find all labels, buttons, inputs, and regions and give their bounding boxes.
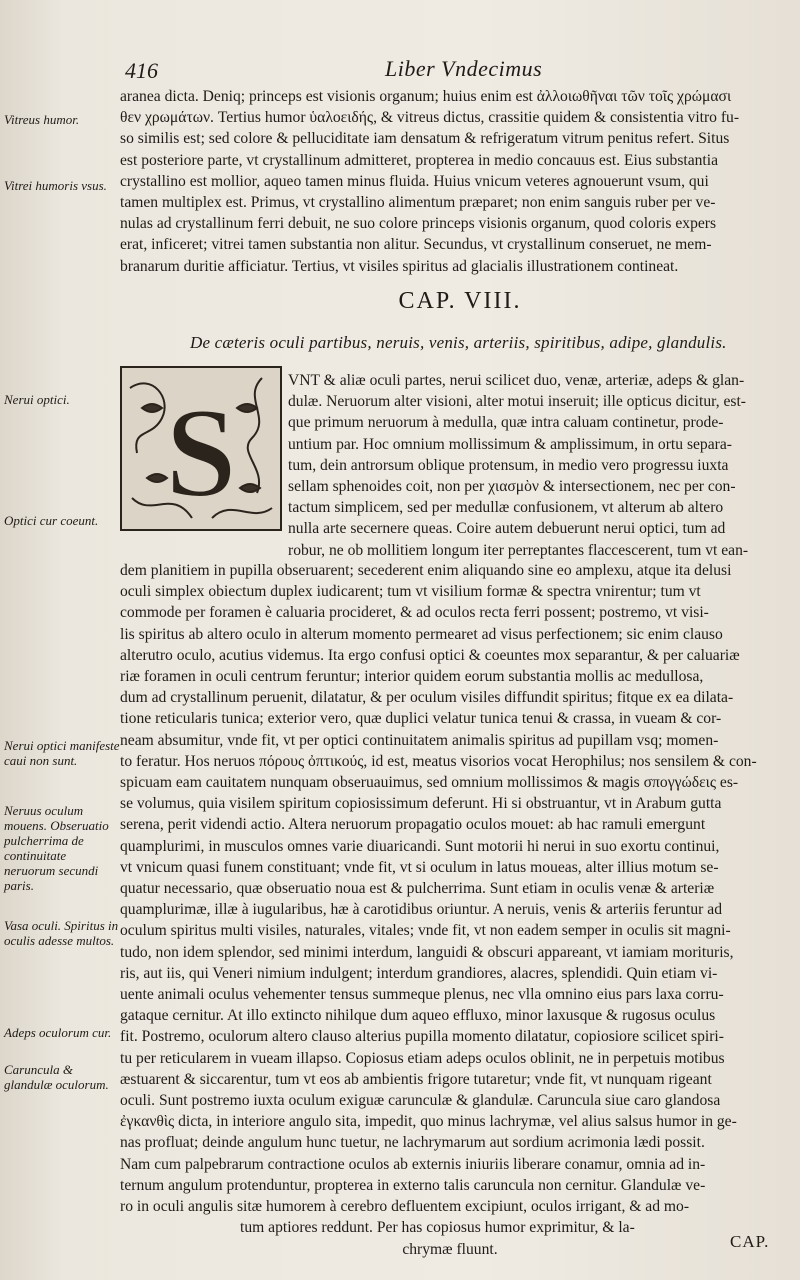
text-line: sellam sphenoides coit, non per χιασμὸν & intersectionem, nec per con- [288,478,736,496]
text-line: que primum neruorum à medulla, quæ intra caluam continetur, prode- [288,414,724,432]
text-line: spicuam eam cauitatem nunquam obseruauimus, sed omnium mollissimos & magis σπογγώδεις es- [120,774,739,792]
text-line: ris, aut iis, qui Veneri nimium indulgent; interdum grandiores, alacres, splendidi. Quin etiam vi- [120,964,718,982]
margin-note-vitrei-usus: Vitrei humoris vsus. [4,178,107,193]
text-line: lis spiritus ab altero oculo in alterum momento permearet ad visus perfectionem; sic enim clauso [120,625,723,643]
top-paragraph [120,86,780,277]
running-title: Liber Vndecimus [385,56,543,81]
text-line: serena, perit videndi actio. Altera neruorum propagatio oculos mouet: ab hac ramuli emergunt [120,816,706,834]
margin-note-nervus-movens: Neruus oculum mouens. Obseruatio pulcherrima de continuitate neruorum secundi paris. [4,803,109,893]
text-line: ternum angulum protenduntur, propterea in externo talis caruncula non cernitur. Glandulæ ve- [120,1176,706,1194]
text-line: Nam cum palpebrarum contractione oculos ab externis iniuriis liberare conamur, omnia ad in- [120,1155,706,1173]
text-line: oculi. Sunt postremo iuxta oculum exiguæ carunculæ & glandulæ. Caruncula siue caro glandosa [120,1092,721,1110]
catchword: CAP. [730,1232,770,1251]
text-line: nulla arte secernere queas. Coire autem debuerunt nerui optici, tum ad [288,520,726,538]
text-line: quamplurimæ, illæ à iugularibus, hæ à carotidibus oriuntur. A neruis, venis & arteriis feruntur ad [120,901,722,919]
ornament-initial-icon [122,368,280,529]
text-line: oculum spiritus multi visiles, naturales, vitales; vnde fit, vt non eadem semper in oculis sit magni- [120,922,731,940]
margin-note-vitreus: Vitreus humor. [4,112,80,127]
margin-note-caruncula: Caruncula & glandulæ oculorum. [4,1062,109,1092]
margin-note-vasa: Vasa oculi. Spiritus in oculis adesse multos. [4,918,119,948]
text-line: untium par. Hoc omnium mollissimum & amplissimum, in ortu separa- [288,435,732,453]
margin-note-optici-coeunt: Optici cur coeunt. [4,513,99,528]
margin-note-nerui-cavi: Nerui optici manifeste caui non sunt. [4,738,120,768]
text-line: æstuarent & siccarentur, tum vt eos ab ambientis frigore tutaretur; vnde fit, vt nunquam rigeant [120,1070,712,1088]
text-line: fit. Postremo, oculorum altero clauso alterius pupilla momento dilatatur, copiosiore scilicet spiri- [120,1028,724,1046]
text-line: θεν χρωμάτων. Tertius humor ὑαλοειδής, & vitreus dictus, crassitie quidem & consistentia vitro fu- [120,109,740,127]
initial-paragraph [288,370,780,561]
text-line: tione reticularis tunica; exterior vero, quæ duplici velatur tunica tenui & crassa, in vueam & cor- [120,710,722,728]
text-line: ἐγκανθὶς dicta, in interiore angulo sita, impedit, quo minus lachrymæ, vel alius salsus humor in ge- [120,1113,737,1131]
text-line: tu per reticularem in vueam illapso. Copiosus etiam adeps oculos oblinit, ne in perpetuis motibus [120,1049,725,1067]
text-line: quamplurimi, in musculos omnes varie diuaricandi. Sunt motorii hi nerui in suo exortu continui, [120,837,720,855]
text-line: tactum simplicem, sed per medullæ confusionem, vt alterum ab altero [288,499,724,517]
text-line: tum aptiores reddunt. Per has copiosus humor exprimitur, & la- [240,1219,635,1237]
text-line: tum, dein antrorsum oblique protensum, in medio vero progressu iuxta [288,456,729,474]
margin-note-nerui-optici: Nerui optici. [4,392,70,407]
text-line: quatur necessario, quæ obseruatio noua est & pulcherrima. Sunt etiam in oculis venæ & arteriæ [120,880,715,898]
text-line: crystallino est mollior, aqueo tamen minus fluida. Huius vnicum veteres agnouerunt vsum, qui [120,172,709,190]
text-line: aranea dicta. Deniq; princeps est visionis organum; huius enim est ἀλλοιωθῆναι τῶν τοῖς χρώμασι [120,88,732,105]
text-line: nas profluat; deinde angulum hunc tuetur, ne lachrymarum aut sordium acrimonia lædi possit. [120,1134,705,1152]
page-number: 416 [125,58,158,83]
text-line: so similis est; sed colore & pelluciditate iam densatum & refrigeratum vitrum penitus refert. Situs [120,130,730,148]
margin-note-adeps: Adeps oculorum cur. [4,1025,112,1040]
text-line: est posteriore parte, vt crystallinum admitteret, propterea in medio concauus est. Eius substantia [120,151,719,169]
text-line: tudo, non idem splendor, sed minimi interdum, languidi & obscuri appareant, vt iamiam morituris, [120,943,734,961]
text-line: chrymæ fluunt. [402,1240,498,1258]
decorated-initial [120,366,282,531]
text-line: nulas ad crystallinum ferri debuit, ne suo colore princeps visionis organum, quod coloris expers [120,215,717,233]
text-line: tamen multiplex est. Primus, vt crystallino alimentum præparet; non enim sanguis ruber per ve- [120,194,716,212]
text-line: erat, inficeret; vitrei tamen substantia non alitur. Secundus, vt crystallinum conseruet, ne mem- [120,236,712,254]
chapter-subtitle: De cæteris oculi partibus, neruis, venis, arteriis, spiritibus, adipe, glandulis. [190,333,727,352]
initial-letter: S [165,382,237,524]
chapter-heading: CAP. VIII. [398,288,522,314]
text-line: vt vnicum quasi funem constituant; vnde fit, vt si oculum in latus moueas, alter illius motum se- [120,858,719,876]
text-line: neam absumitur, vnde fit, vt per optici continuitatem animalis spiritus ad pupillam vsq; momen- [120,731,719,749]
text-line: dem planitiem in pupilla obseruarent; secederent enim aliquando sine eo amplexu, atque ita delusi [120,562,732,579]
text-line: commode per foramen è caluaria procideret, & ad oculos recta ferri possent; postremo, vt visi- [120,604,709,622]
body-paragraph [120,560,780,1260]
text-line: alterutro oculo, acutius videmus. Ita ergo confusi optici & coeuntes mox separantur, & per caluariæ [120,646,740,664]
text-line: se volumus, quia visilem spiritum copiosissimum deferunt. Hi si obstruantur, vt in Arabum gutta [120,795,722,813]
text-line: branarum duritie afficiatur. Tertius, vt visiles spiritus ad glacialis illustrationem contineat. [120,257,679,275]
text-line: riæ foramen in oculi centrum feruntur; interior quidem eorum substantia mollis ac medullosa, [120,668,704,686]
text-line: uente animali oculus vehementer tensus summeque plenus, nec vlla omnino eius pars laxa corru- [120,986,724,1004]
text-line: robur, ne ob mollitiem longum iter perreptantes flaccescerent, tum vt ean- [288,541,749,559]
text-line: to feratur. Hos neruos πόρους ὀπτικούς, id est, meatus visorios vocat Herophilus; nos sensilem & con- [120,752,757,770]
text-line: VNT & aliæ oculi partes, nerui scilicet duo, venæ, arteriæ, adeps & glan- [288,372,745,389]
text-line: oculi simplex obiectum duplex iudicarent; tum vt visilium formæ & spectra vnirentur; tum vt [120,583,701,601]
text-line: dum ad crystallinum peruenit, dilatatur, & per oculum visiles diffundit spiritus; fitque ex ea dilata- [120,689,734,707]
text-line: ro in oculi angulis sitæ humorem à cerebro defluentem excipiunt, oculos irrigant, & ad mo- [120,1198,690,1216]
text-line: dulæ. Neruorum alter visioni, alter motui inseruit; ille opticus dicitur, est- [288,393,747,411]
text-line: gataque cernitur. At illo extincto nihilque dum aqueo effluxo, minor laxusque & rugosus oculus [120,1007,716,1025]
